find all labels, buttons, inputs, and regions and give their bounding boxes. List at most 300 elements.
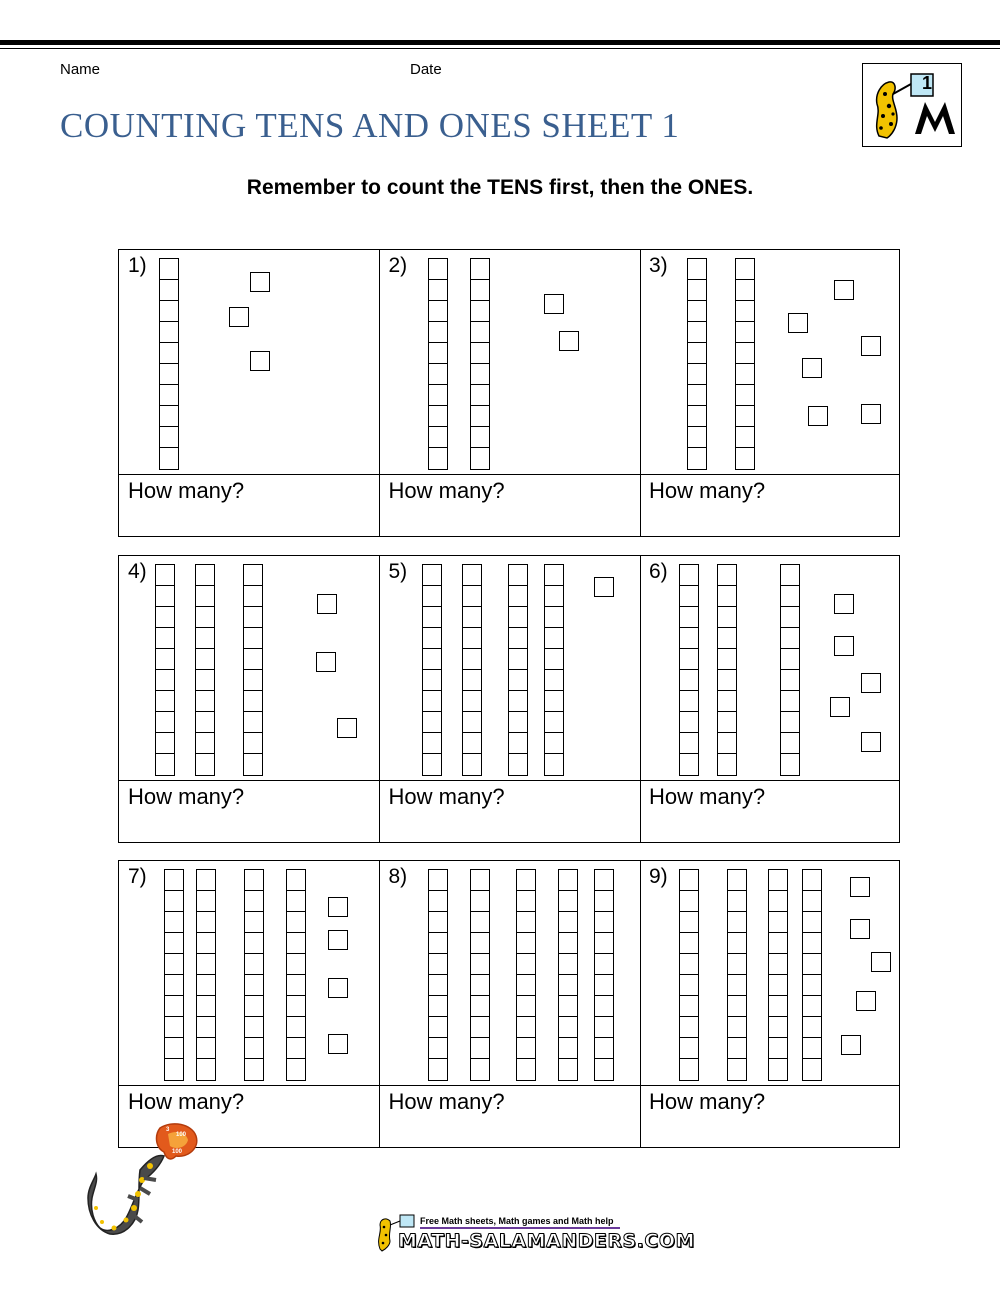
ten-rod-unit bbox=[781, 565, 799, 586]
ten-rod-unit bbox=[287, 1017, 305, 1038]
ten-rod-unit bbox=[680, 649, 698, 670]
ten-rod-unit bbox=[680, 754, 698, 775]
how-many-prompt: How many? bbox=[388, 478, 505, 503]
ten-rod-unit bbox=[471, 1017, 489, 1038]
ten-rod-unit bbox=[196, 670, 214, 691]
ten-rod-unit bbox=[197, 870, 215, 891]
ten-rod-unit bbox=[287, 933, 305, 954]
ten-rod bbox=[687, 258, 707, 470]
ten-rod-unit bbox=[595, 891, 613, 912]
ten-rod-unit bbox=[688, 301, 706, 322]
ten-rod bbox=[462, 564, 482, 776]
ten-rod-unit bbox=[156, 691, 174, 712]
ten-rod-unit bbox=[429, 364, 447, 385]
ten-rod-unit bbox=[736, 406, 754, 427]
one-cube bbox=[861, 673, 881, 693]
ten-rod-unit bbox=[781, 733, 799, 754]
one-cube bbox=[861, 336, 881, 356]
ten-rod-unit bbox=[680, 733, 698, 754]
ten-rod-unit bbox=[165, 996, 183, 1017]
ten-rod-unit bbox=[718, 628, 736, 649]
ten-rod-unit bbox=[429, 933, 447, 954]
ten-rod-unit bbox=[196, 691, 214, 712]
ten-rod-unit bbox=[196, 628, 214, 649]
ten-rod-unit bbox=[165, 933, 183, 954]
answer-area[interactable] bbox=[640, 475, 900, 536]
ten-rod-unit bbox=[197, 912, 215, 933]
footer-site[interactable]: MATH-SALAMANDERS.COM bbox=[398, 1230, 695, 1252]
ten-rod-unit bbox=[559, 870, 577, 891]
ten-rod-unit bbox=[781, 712, 799, 733]
ten-rod-unit bbox=[245, 870, 263, 891]
ten-rod-unit bbox=[781, 691, 799, 712]
ten-rod-unit bbox=[463, 607, 481, 628]
ten-rod-unit bbox=[595, 996, 613, 1017]
ten-rod-unit bbox=[463, 670, 481, 691]
ten-rod-unit bbox=[680, 628, 698, 649]
ten-rod-unit bbox=[471, 1038, 489, 1059]
ten-rod-unit bbox=[718, 712, 736, 733]
how-many-prompt: How many? bbox=[128, 478, 245, 503]
ten-rod-unit bbox=[736, 280, 754, 301]
one-cube bbox=[850, 877, 870, 897]
problem-cell bbox=[380, 861, 641, 1147]
answer-area[interactable] bbox=[119, 475, 379, 536]
ten-rod-unit bbox=[156, 649, 174, 670]
ten-rod-unit bbox=[471, 406, 489, 427]
ten-rod-unit bbox=[156, 670, 174, 691]
problem-number: 7) bbox=[128, 865, 147, 888]
one-cube bbox=[328, 1034, 348, 1054]
ten-rod-unit bbox=[423, 586, 441, 607]
ten-rod-unit bbox=[197, 975, 215, 996]
how-many-prompt: How many? bbox=[649, 1089, 766, 1114]
ten-rod bbox=[802, 869, 822, 1081]
ten-rod-unit bbox=[197, 933, 215, 954]
ten-rod-unit bbox=[595, 1038, 613, 1059]
ten-rod-unit bbox=[718, 691, 736, 712]
ten-rod-unit bbox=[471, 996, 489, 1017]
ten-rod-unit bbox=[429, 996, 447, 1017]
ten-rod-unit bbox=[196, 586, 214, 607]
problem-cell bbox=[380, 556, 641, 842]
ten-rod-unit bbox=[423, 649, 441, 670]
ten-rod-unit bbox=[718, 754, 736, 775]
ten-rod-unit bbox=[718, 733, 736, 754]
ten-rod-unit bbox=[688, 385, 706, 406]
ten-rod-unit bbox=[471, 364, 489, 385]
logo-number: 1 bbox=[921, 73, 932, 93]
ten-rod-unit bbox=[196, 607, 214, 628]
ten-rod-unit bbox=[156, 754, 174, 775]
ten-rod-unit bbox=[429, 406, 447, 427]
ten-rod-unit bbox=[245, 933, 263, 954]
ten-rod-unit bbox=[156, 607, 174, 628]
header-rule bbox=[0, 40, 1000, 45]
ten-rod-unit bbox=[517, 870, 535, 891]
one-cube bbox=[850, 919, 870, 939]
ten-rod-unit bbox=[769, 1017, 787, 1038]
ten-rod-unit bbox=[559, 975, 577, 996]
ten-rod-unit bbox=[423, 691, 441, 712]
answer-area[interactable] bbox=[640, 781, 900, 842]
ten-rod-unit bbox=[517, 912, 535, 933]
ten-rod bbox=[768, 869, 788, 1081]
ten-rod-unit bbox=[165, 1059, 183, 1080]
ten-rod-unit bbox=[781, 586, 799, 607]
ten-rod-unit bbox=[471, 427, 489, 448]
problem-cell bbox=[640, 250, 900, 536]
ten-rod-unit bbox=[545, 754, 563, 775]
ten-rod-unit bbox=[429, 427, 447, 448]
ten-rod-unit bbox=[728, 1017, 746, 1038]
ten-rod bbox=[243, 564, 263, 776]
ten-rod-unit bbox=[781, 628, 799, 649]
ten-rod-unit bbox=[471, 448, 489, 469]
one-cube bbox=[830, 697, 850, 717]
ten-rod-unit bbox=[545, 565, 563, 586]
ten-rod-unit bbox=[287, 975, 305, 996]
ten-rod-unit bbox=[463, 586, 481, 607]
ten-rod-unit bbox=[769, 996, 787, 1017]
ten-rod-unit bbox=[165, 954, 183, 975]
one-cube bbox=[841, 1035, 861, 1055]
ten-rod-unit bbox=[244, 712, 262, 733]
ten-rod-unit bbox=[803, 912, 821, 933]
ten-rod-unit bbox=[463, 754, 481, 775]
ten-rod-unit bbox=[429, 912, 447, 933]
ten-rod-unit bbox=[471, 280, 489, 301]
ten-rod-unit bbox=[680, 1017, 698, 1038]
ten-rod-unit bbox=[165, 891, 183, 912]
ten-rod-unit bbox=[803, 954, 821, 975]
ten-rod-unit bbox=[165, 870, 183, 891]
ten-rod-unit bbox=[160, 301, 178, 322]
ten-rod-unit bbox=[736, 343, 754, 364]
ten-rod bbox=[516, 869, 536, 1081]
ten-rod-unit bbox=[769, 933, 787, 954]
ten-rod-unit bbox=[244, 754, 262, 775]
ten-rod-unit bbox=[736, 301, 754, 322]
fire-salamander-icon bbox=[80, 1118, 210, 1243]
ten-rod-unit bbox=[245, 1017, 263, 1038]
name-label: Name bbox=[60, 61, 101, 78]
ten-rod-unit bbox=[509, 733, 527, 754]
ten-rod-unit bbox=[781, 607, 799, 628]
ten-rod-unit bbox=[728, 954, 746, 975]
ten-rod bbox=[508, 564, 528, 776]
ten-rod-unit bbox=[463, 649, 481, 670]
ten-rod bbox=[544, 564, 564, 776]
ten-rod-unit bbox=[160, 364, 178, 385]
ten-rod-unit bbox=[244, 628, 262, 649]
ten-rod-unit bbox=[197, 1038, 215, 1059]
ten-rod-unit bbox=[736, 385, 754, 406]
problem-cell bbox=[380, 250, 641, 536]
ten-rod-unit bbox=[517, 933, 535, 954]
ten-rod-unit bbox=[517, 1059, 535, 1080]
ten-rod-unit bbox=[429, 975, 447, 996]
ten-rod-unit bbox=[680, 670, 698, 691]
one-cube bbox=[229, 307, 249, 327]
ten-rod-unit bbox=[728, 933, 746, 954]
ten-rod-unit bbox=[509, 607, 527, 628]
ten-rod-unit bbox=[718, 586, 736, 607]
ten-rod-unit bbox=[160, 343, 178, 364]
answer-area[interactable] bbox=[380, 475, 640, 536]
answer-area[interactable] bbox=[380, 781, 640, 842]
ten-rod-unit bbox=[471, 259, 489, 280]
ten-rod-unit bbox=[517, 975, 535, 996]
ten-rod bbox=[244, 869, 264, 1081]
ten-rod-unit bbox=[429, 343, 447, 364]
ten-rod-unit bbox=[156, 628, 174, 649]
ten-rod-unit bbox=[245, 954, 263, 975]
date-label: Date bbox=[410, 61, 442, 78]
ten-rod-unit bbox=[244, 565, 262, 586]
ten-rod-unit bbox=[156, 712, 174, 733]
ten-rod-unit bbox=[423, 733, 441, 754]
problem-row-3 bbox=[118, 860, 900, 1148]
ten-rod-unit bbox=[769, 954, 787, 975]
problem-number: 1) bbox=[128, 254, 147, 277]
ten-rod-unit bbox=[718, 670, 736, 691]
ten-rod-unit bbox=[156, 565, 174, 586]
ten-rod bbox=[428, 869, 448, 1081]
ten-rod-unit bbox=[781, 649, 799, 670]
ten-rod-unit bbox=[245, 912, 263, 933]
ten-rod-unit bbox=[736, 322, 754, 343]
one-cube bbox=[328, 978, 348, 998]
one-cube bbox=[834, 636, 854, 656]
ten-rod-unit bbox=[509, 649, 527, 670]
ten-rod-unit bbox=[287, 891, 305, 912]
ten-rod bbox=[159, 258, 179, 470]
ten-rod-unit bbox=[803, 1017, 821, 1038]
flame-label-2: 100 bbox=[176, 1132, 187, 1138]
ten-rod-unit bbox=[196, 754, 214, 775]
ten-rod-unit bbox=[803, 996, 821, 1017]
ten-rod-unit bbox=[595, 1017, 613, 1038]
problem-number: 4) bbox=[128, 560, 147, 583]
ten-rod-unit bbox=[471, 301, 489, 322]
ten-rod-unit bbox=[517, 996, 535, 1017]
ten-rod-unit bbox=[803, 1038, 821, 1059]
ten-rod-unit bbox=[196, 712, 214, 733]
ten-rod-unit bbox=[680, 891, 698, 912]
ten-rod-unit bbox=[680, 975, 698, 996]
ten-rod-unit bbox=[680, 933, 698, 954]
ten-rod-unit bbox=[545, 628, 563, 649]
ten-rod-unit bbox=[471, 975, 489, 996]
ten-rod-unit bbox=[769, 1038, 787, 1059]
problem-row-1 bbox=[118, 249, 900, 537]
ten-rod-unit bbox=[680, 712, 698, 733]
ten-rod-unit bbox=[517, 891, 535, 912]
one-cube bbox=[861, 732, 881, 752]
ten-rod-unit bbox=[680, 870, 698, 891]
ten-rod-unit bbox=[769, 975, 787, 996]
ten-rod-unit bbox=[509, 565, 527, 586]
ten-rod bbox=[470, 258, 490, 470]
how-many-prompt: How many? bbox=[388, 1089, 505, 1114]
ten-rod-unit bbox=[165, 1017, 183, 1038]
ten-rod-unit bbox=[245, 891, 263, 912]
ten-rod-unit bbox=[463, 691, 481, 712]
ten-rod-unit bbox=[160, 406, 178, 427]
ten-rod-unit bbox=[595, 870, 613, 891]
ten-rod bbox=[717, 564, 737, 776]
one-cube bbox=[250, 351, 270, 371]
ten-rod-unit bbox=[471, 912, 489, 933]
ten-rod-unit bbox=[769, 891, 787, 912]
problem-cell bbox=[119, 556, 380, 842]
ten-rod-unit bbox=[287, 912, 305, 933]
how-many-prompt: How many? bbox=[649, 478, 766, 503]
ten-rod-unit bbox=[517, 1038, 535, 1059]
problem-number: 8) bbox=[388, 865, 408, 888]
ten-rod-unit bbox=[595, 975, 613, 996]
ten-rod-unit bbox=[559, 1059, 577, 1080]
ten-rod-unit bbox=[196, 733, 214, 754]
ten-rod-unit bbox=[160, 385, 178, 406]
ten-rod-unit bbox=[423, 670, 441, 691]
ten-rod-unit bbox=[680, 912, 698, 933]
ten-rod-unit bbox=[728, 891, 746, 912]
ten-rod bbox=[470, 869, 490, 1081]
one-cube bbox=[802, 358, 822, 378]
ten-rod bbox=[735, 258, 755, 470]
ten-rod-unit bbox=[769, 912, 787, 933]
one-cube bbox=[544, 294, 564, 314]
ten-rod-unit bbox=[429, 322, 447, 343]
ten-rod-unit bbox=[287, 1059, 305, 1080]
one-cube bbox=[337, 718, 357, 738]
one-cube bbox=[328, 897, 348, 917]
ten-rod-unit bbox=[244, 670, 262, 691]
ten-rod-unit bbox=[736, 427, 754, 448]
ten-rod-unit bbox=[736, 259, 754, 280]
ten-rod-unit bbox=[429, 259, 447, 280]
ten-rod-unit bbox=[245, 975, 263, 996]
ten-rod-unit bbox=[156, 586, 174, 607]
ten-rod-unit bbox=[728, 1059, 746, 1080]
ten-rod-unit bbox=[559, 996, 577, 1017]
ten-rod-unit bbox=[471, 385, 489, 406]
one-cube bbox=[861, 404, 881, 424]
how-many-prompt: How many? bbox=[128, 1089, 245, 1114]
ten-rod-unit bbox=[803, 1059, 821, 1080]
math-salamanders-logo bbox=[862, 63, 962, 147]
ten-rod-unit bbox=[509, 586, 527, 607]
ten-rod-unit bbox=[429, 1038, 447, 1059]
ten-rod bbox=[195, 564, 215, 776]
ten-rod-unit bbox=[423, 628, 441, 649]
ten-rod bbox=[196, 869, 216, 1081]
ten-rod-unit bbox=[463, 733, 481, 754]
ten-rod-unit bbox=[781, 754, 799, 775]
ten-rod-unit bbox=[545, 670, 563, 691]
ten-rod-unit bbox=[545, 733, 563, 754]
ten-rod-unit bbox=[517, 1017, 535, 1038]
ten-rod-unit bbox=[736, 364, 754, 385]
ten-rod-unit bbox=[559, 912, 577, 933]
ten-rod-unit bbox=[559, 1017, 577, 1038]
page-title: COUNTING TENS AND ONES SHEET 1 bbox=[60, 106, 680, 145]
ten-rod-unit bbox=[718, 649, 736, 670]
ten-rod-unit bbox=[165, 912, 183, 933]
ten-rod-unit bbox=[728, 912, 746, 933]
ten-rod-unit bbox=[244, 733, 262, 754]
ten-rod-unit bbox=[423, 565, 441, 586]
ten-rod-unit bbox=[680, 954, 698, 975]
ten-rod-unit bbox=[688, 406, 706, 427]
one-cube bbox=[788, 313, 808, 333]
ten-rod-unit bbox=[245, 1059, 263, 1080]
ten-rod-unit bbox=[197, 996, 215, 1017]
ten-rod-unit bbox=[688, 259, 706, 280]
ten-rod-unit bbox=[595, 912, 613, 933]
ten-rod-unit bbox=[197, 1059, 215, 1080]
answer-area[interactable] bbox=[119, 781, 379, 842]
header-rule-thin bbox=[0, 48, 1000, 49]
ten-rod-unit bbox=[429, 280, 447, 301]
salamander-logo-icon bbox=[863, 64, 961, 146]
ten-rod-unit bbox=[545, 691, 563, 712]
one-cube bbox=[594, 577, 614, 597]
ten-rod-unit bbox=[429, 870, 447, 891]
ten-rod-unit bbox=[423, 712, 441, 733]
ten-rod-unit bbox=[196, 565, 214, 586]
one-cube bbox=[834, 594, 854, 614]
ten-rod-unit bbox=[688, 322, 706, 343]
ten-rod-unit bbox=[471, 891, 489, 912]
ten-rod-unit bbox=[471, 933, 489, 954]
ten-rod-unit bbox=[803, 975, 821, 996]
ten-rod-unit bbox=[680, 1059, 698, 1080]
ten-rod-unit bbox=[595, 954, 613, 975]
ten-rod-unit bbox=[429, 301, 447, 322]
ten-rod-unit bbox=[471, 322, 489, 343]
ten-rod-unit bbox=[471, 954, 489, 975]
one-cube bbox=[250, 272, 270, 292]
one-cube bbox=[317, 594, 337, 614]
ten-rod-unit bbox=[160, 259, 178, 280]
ten-rod-unit bbox=[559, 954, 577, 975]
ten-rod bbox=[679, 869, 699, 1081]
ten-rod-unit bbox=[287, 996, 305, 1017]
how-many-prompt: How many? bbox=[128, 784, 245, 809]
ten-rod-unit bbox=[423, 607, 441, 628]
ten-rod-unit bbox=[559, 933, 577, 954]
ten-rod-unit bbox=[287, 870, 305, 891]
ten-rod-unit bbox=[509, 712, 527, 733]
answer-area[interactable] bbox=[640, 1086, 900, 1147]
ten-rod-unit bbox=[545, 649, 563, 670]
ten-rod-unit bbox=[803, 891, 821, 912]
footer-tagline: Free Math sheets, Math games and Math help bbox=[420, 1216, 614, 1226]
ten-rod-unit bbox=[429, 1059, 447, 1080]
ten-rod-unit bbox=[471, 870, 489, 891]
ten-rod-unit bbox=[509, 754, 527, 775]
answer-area[interactable] bbox=[380, 1086, 640, 1147]
how-many-prompt: How many? bbox=[649, 784, 766, 809]
problem-cell bbox=[119, 250, 380, 536]
problem-number: 9) bbox=[649, 865, 668, 888]
ten-rod-unit bbox=[197, 954, 215, 975]
ten-rod-unit bbox=[429, 954, 447, 975]
ten-rod-unit bbox=[517, 954, 535, 975]
